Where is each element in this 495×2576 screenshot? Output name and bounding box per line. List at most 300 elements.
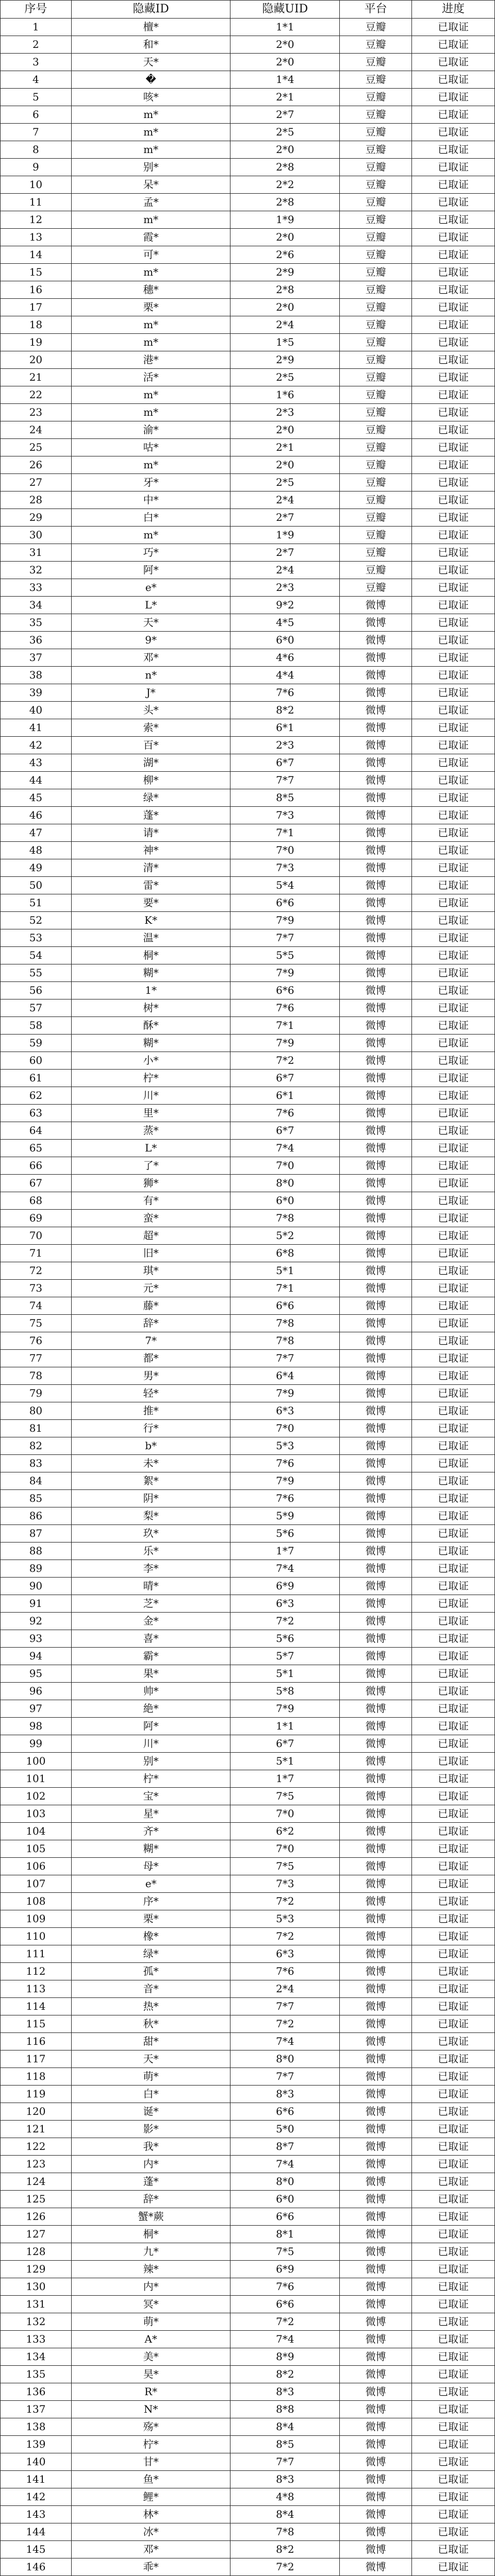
- cell-hidden-id: 蟹*蕨: [71, 2208, 230, 2226]
- cell-hidden-uid: 7*6: [230, 2278, 340, 2296]
- cell-hidden-id: 宝*: [71, 1788, 230, 1805]
- cell-platform: 豆瓣: [340, 281, 412, 299]
- cell-serial-no: 68: [1, 1192, 72, 1210]
- cell-serial-no: 63: [1, 1105, 72, 1122]
- cell-platform: 豆瓣: [340, 159, 412, 176]
- cell-hidden-uid: 7*4: [230, 1560, 340, 1578]
- cell-hidden-id: 絮*: [71, 1472, 230, 1490]
- table-row: [1, 281, 495, 299]
- cell-platform: 豆瓣: [340, 141, 412, 159]
- cell-serial-no: 101: [1, 1770, 72, 1788]
- cell-progress: 已取证: [412, 2226, 495, 2243]
- table-row: [1, 527, 495, 544]
- table-row: [1, 229, 495, 246]
- cell-platform: 豆瓣: [340, 544, 412, 562]
- table-row: [1, 54, 495, 71]
- cell-progress: 已取证: [412, 2471, 495, 2488]
- table-row: [1, 1595, 495, 1613]
- cell-platform: 微博: [340, 2121, 412, 2138]
- cell-hidden-id: 孤*: [71, 1963, 230, 1980]
- cell-platform: 豆瓣: [340, 124, 412, 141]
- cell-hidden-id: m*: [71, 264, 230, 281]
- cell-platform: 微博: [340, 702, 412, 719]
- cell-progress: 已取证: [412, 2156, 495, 2173]
- cell-hidden-uid: 7*0: [230, 1840, 340, 1858]
- cell-hidden-id: 行*: [71, 1420, 230, 1437]
- cell-hidden-id: m*: [71, 334, 230, 351]
- cell-serial-no: 33: [1, 579, 72, 597]
- cell-progress: 已取证: [412, 176, 495, 194]
- cell-hidden-id: 冰*: [71, 2523, 230, 2541]
- cell-platform: 微博: [340, 2558, 412, 2576]
- cell-progress: 已取证: [412, 1875, 495, 1893]
- table-row: [1, 1700, 495, 1718]
- cell-serial-no: 103: [1, 1805, 72, 1823]
- table-row: [1, 842, 495, 859]
- cell-hidden-uid: 7*1: [230, 1280, 340, 1297]
- cell-progress: 已取证: [412, 684, 495, 702]
- header-hidden-id: 隐藏ID: [71, 1, 230, 19]
- table-row: [1, 2208, 495, 2226]
- cell-platform: 微博: [340, 597, 412, 614]
- cell-progress: 已取证: [412, 982, 495, 999]
- cell-platform: 微博: [340, 1945, 412, 1963]
- cell-serial-no: 29: [1, 509, 72, 527]
- table-row: [1, 929, 495, 947]
- cell-hidden-uid: 6*6: [230, 2103, 340, 2121]
- cell-hidden-uid: 7*0: [230, 1420, 340, 1437]
- cell-hidden-id: 邓*: [71, 2541, 230, 2558]
- cell-platform: 微博: [340, 1910, 412, 1928]
- cell-hidden-id: 冥*: [71, 2296, 230, 2313]
- cell-serial-no: 26: [1, 456, 72, 474]
- table-row: [1, 404, 495, 421]
- cell-platform: 豆瓣: [340, 334, 412, 351]
- cell-serial-no: 80: [1, 1402, 72, 1420]
- cell-progress: 已取证: [412, 1315, 495, 1332]
- cell-progress: 已取证: [412, 1210, 495, 1227]
- cell-platform: 微博: [340, 2383, 412, 2401]
- cell-hidden-id: N*: [71, 2401, 230, 2418]
- cell-serial-no: 3: [1, 54, 72, 71]
- table-row: [1, 1297, 495, 1315]
- cell-hidden-uid: 6*3: [230, 1402, 340, 1420]
- cell-platform: 豆瓣: [340, 456, 412, 474]
- cell-platform: 微博: [340, 1560, 412, 1578]
- cell-progress: 已取证: [412, 2506, 495, 2523]
- cell-hidden-uid: 7*7: [230, 2068, 340, 2086]
- cell-platform: 微博: [340, 1367, 412, 1385]
- cell-serial-no: 16: [1, 281, 72, 299]
- cell-hidden-id: 糊*: [71, 964, 230, 982]
- cell-platform: 微博: [340, 1718, 412, 1735]
- table-row: [1, 597, 495, 614]
- cell-hidden-id: 超*: [71, 1227, 230, 1245]
- cell-hidden-uid: 1*1: [230, 1718, 340, 1735]
- cell-hidden-uid: 7*7: [230, 929, 340, 947]
- cell-progress: 已取证: [412, 281, 495, 299]
- cell-progress: 已取证: [412, 1928, 495, 1945]
- cell-hidden-uid: 7*5: [230, 1858, 340, 1875]
- table-row: [1, 632, 495, 649]
- cell-serial-no: 141: [1, 2471, 72, 2488]
- cell-progress: 已取证: [412, 1788, 495, 1805]
- cell-platform: 微博: [340, 2208, 412, 2226]
- cell-progress: 已取证: [412, 1893, 495, 1910]
- cell-hidden-id: 元*: [71, 1280, 230, 1297]
- table-row: [1, 964, 495, 982]
- cell-progress: 已取证: [412, 1648, 495, 1665]
- cell-platform: 微博: [340, 1105, 412, 1122]
- cell-hidden-uid: 7*9: [230, 912, 340, 929]
- cell-progress: 已取证: [412, 527, 495, 544]
- cell-hidden-uid: 4*6: [230, 649, 340, 667]
- cell-serial-no: 90: [1, 1578, 72, 1595]
- cell-hidden-id: 林*: [71, 2506, 230, 2523]
- cell-hidden-id: 梨*: [71, 1507, 230, 1525]
- cell-serial-no: 87: [1, 1525, 72, 1543]
- cell-progress: 已取证: [412, 772, 495, 789]
- cell-platform: 微博: [340, 1385, 412, 1402]
- cell-platform: 微博: [340, 1455, 412, 1472]
- cell-platform: 微博: [340, 1770, 412, 1788]
- cell-progress: 已取证: [412, 649, 495, 667]
- table-row: [1, 2191, 495, 2208]
- table-row: [1, 316, 495, 334]
- cell-platform: 豆瓣: [340, 176, 412, 194]
- cell-hidden-uid: 7*4: [230, 2331, 340, 2348]
- cell-serial-no: 137: [1, 2401, 72, 2418]
- cell-serial-no: 45: [1, 789, 72, 807]
- cell-hidden-uid: 8*4: [230, 2418, 340, 2436]
- cell-progress: 已取证: [412, 106, 495, 124]
- cell-hidden-id: 百*: [71, 737, 230, 754]
- cell-hidden-uid: 6*6: [230, 982, 340, 999]
- cell-progress: 已取证: [412, 194, 495, 211]
- cell-serial-no: 41: [1, 719, 72, 737]
- cell-hidden-uid: 7*7: [230, 772, 340, 789]
- cell-platform: 微博: [340, 2173, 412, 2191]
- cell-serial-no: 49: [1, 859, 72, 877]
- cell-hidden-uid: 1*6: [230, 386, 340, 404]
- cell-progress: 已取证: [412, 1858, 495, 1875]
- cell-serial-no: 115: [1, 2015, 72, 2033]
- cell-hidden-uid: 2*1: [230, 439, 340, 456]
- cell-hidden-uid: 5*6: [230, 1525, 340, 1543]
- cell-progress: 已取证: [412, 632, 495, 649]
- cell-platform: 微博: [340, 999, 412, 1017]
- cell-hidden-uid: 7*2: [230, 1893, 340, 1910]
- cell-serial-no: 88: [1, 1543, 72, 1560]
- cell-progress: 已取证: [412, 1910, 495, 1928]
- cell-platform: 微博: [340, 1210, 412, 1227]
- cell-serial-no: 140: [1, 2453, 72, 2471]
- cell-platform: 微博: [340, 1157, 412, 1175]
- cell-platform: 微博: [340, 1507, 412, 1525]
- cell-platform: 微博: [340, 737, 412, 754]
- table-row: [1, 1175, 495, 1192]
- cell-hidden-uid: 7*9: [230, 1472, 340, 1490]
- table-row: [1, 1928, 495, 1945]
- cell-hidden-id: m*: [71, 316, 230, 334]
- table-row: [1, 2068, 495, 2086]
- cell-hidden-id: 柳*: [71, 772, 230, 789]
- cell-hidden-id: 天*: [71, 54, 230, 71]
- cell-serial-no: 48: [1, 842, 72, 859]
- cell-serial-no: 22: [1, 386, 72, 404]
- cell-hidden-uid: 5*2: [230, 1227, 340, 1245]
- cell-platform: 微博: [340, 1315, 412, 1332]
- cell-serial-no: 36: [1, 632, 72, 649]
- cell-hidden-uid: 6*7: [230, 754, 340, 772]
- cell-hidden-uid: 7*4: [230, 1140, 340, 1157]
- cell-hidden-uid: 6*6: [230, 2296, 340, 2313]
- cell-progress: 已取证: [412, 439, 495, 456]
- cell-serial-no: 102: [1, 1788, 72, 1805]
- cell-hidden-id: 白*: [71, 509, 230, 527]
- cell-progress: 已取证: [412, 1578, 495, 1595]
- cell-serial-no: 15: [1, 264, 72, 281]
- cell-hidden-uid: 2*8: [230, 159, 340, 176]
- cell-hidden-id: 糊*: [71, 1035, 230, 1052]
- cell-platform: 微博: [340, 632, 412, 649]
- cell-hidden-id: 1*: [71, 982, 230, 999]
- cell-serial-no: 12: [1, 211, 72, 229]
- cell-serial-no: 77: [1, 1350, 72, 1367]
- cell-serial-no: 92: [1, 1613, 72, 1630]
- cell-progress: 已取证: [412, 877, 495, 894]
- cell-serial-no: 60: [1, 1052, 72, 1070]
- table-row: [1, 159, 495, 176]
- table-row: [1, 1140, 495, 1157]
- cell-hidden-id: 蓬*: [71, 807, 230, 824]
- cell-progress: 已取证: [412, 2331, 495, 2348]
- table-row: [1, 1718, 495, 1735]
- cell-hidden-uid: 1*9: [230, 211, 340, 229]
- table-row: [1, 2015, 495, 2033]
- cell-serial-no: 131: [1, 2296, 72, 2313]
- cell-hidden-uid: 8*2: [230, 702, 340, 719]
- table-row: [1, 1980, 495, 1998]
- cell-hidden-uid: 7*2: [230, 2313, 340, 2331]
- cell-hidden-uid: 7*1: [230, 824, 340, 842]
- cell-hidden-id: 玖*: [71, 1525, 230, 1543]
- cell-serial-no: 132: [1, 2313, 72, 2331]
- cell-progress: 已取证: [412, 36, 495, 54]
- cell-platform: 微博: [340, 1893, 412, 1910]
- cell-serial-no: 120: [1, 2103, 72, 2121]
- cell-hidden-id: 蓬*: [71, 2173, 230, 2191]
- cell-serial-no: 31: [1, 544, 72, 562]
- cell-progress: 已取证: [412, 1175, 495, 1192]
- cell-hidden-id: 港*: [71, 351, 230, 369]
- cell-platform: 豆瓣: [340, 562, 412, 579]
- cell-platform: 微博: [340, 1805, 412, 1823]
- cell-hidden-id: 川*: [71, 1735, 230, 1753]
- cell-hidden-id: e*: [71, 579, 230, 597]
- table-row: [1, 264, 495, 281]
- cell-hidden-uid: 7*8: [230, 1210, 340, 1227]
- table-row: [1, 1753, 495, 1770]
- cell-progress: 已取证: [412, 2050, 495, 2068]
- table-row: [1, 2086, 495, 2103]
- table-row: [1, 614, 495, 632]
- cell-hidden-uid: 2*7: [230, 106, 340, 124]
- cell-progress: 已取证: [412, 789, 495, 807]
- table-row: [1, 351, 495, 369]
- cell-serial-no: 1: [1, 19, 72, 36]
- cell-serial-no: 86: [1, 1507, 72, 1525]
- table-row: [1, 1087, 495, 1105]
- cell-hidden-id: 有*: [71, 1192, 230, 1210]
- cell-hidden-uid: 2*1: [230, 89, 340, 106]
- cell-hidden-id: m*: [71, 527, 230, 544]
- cell-hidden-id: 殇*: [71, 2418, 230, 2436]
- cell-hidden-id: 柠*: [71, 1070, 230, 1087]
- cell-progress: 已取证: [412, 1718, 495, 1735]
- cell-progress: 已取证: [412, 597, 495, 614]
- cell-hidden-uid: 7*9: [230, 1385, 340, 1402]
- cell-platform: 微博: [340, 1140, 412, 1157]
- cell-hidden-uid: 4*4: [230, 667, 340, 684]
- cell-platform: 微博: [340, 1175, 412, 1192]
- cell-platform: 微博: [340, 1245, 412, 1262]
- cell-platform: 微博: [340, 1613, 412, 1630]
- cell-hidden-uid: 7*8: [230, 1315, 340, 1332]
- cell-hidden-uid: 7*7: [230, 2453, 340, 2471]
- table-row: [1, 1893, 495, 1910]
- cell-hidden-uid: 2*8: [230, 281, 340, 299]
- cell-hidden-id: n*: [71, 667, 230, 684]
- cell-hidden-id: 绿*: [71, 789, 230, 807]
- cell-hidden-uid: 5*7: [230, 1648, 340, 1665]
- cell-serial-no: 146: [1, 2558, 72, 2576]
- table-row: [1, 1315, 495, 1332]
- table-row: [1, 1437, 495, 1455]
- cell-hidden-uid: 2*7: [230, 544, 340, 562]
- cell-hidden-id: 美*: [71, 2348, 230, 2366]
- table-row: [1, 2541, 495, 2558]
- cell-progress: 已取证: [412, 1070, 495, 1087]
- table-row: [1, 877, 495, 894]
- cell-serial-no: 93: [1, 1630, 72, 1648]
- cell-platform: 微博: [340, 1735, 412, 1753]
- header-progress: 进度: [412, 1, 495, 19]
- cell-platform: 微博: [340, 1595, 412, 1613]
- table-row: [1, 2348, 495, 2366]
- cell-hidden-uid: 6*3: [230, 1595, 340, 1613]
- cell-serial-no: 70: [1, 1227, 72, 1245]
- cell-progress: 已取证: [412, 824, 495, 842]
- cell-progress: 已取证: [412, 1525, 495, 1543]
- cell-serial-no: 118: [1, 2068, 72, 2086]
- cell-serial-no: 55: [1, 964, 72, 982]
- cell-progress: 已取证: [412, 1665, 495, 1683]
- table-row: [1, 1945, 495, 1963]
- cell-hidden-uid: 6*6: [230, 894, 340, 912]
- cell-hidden-uid: 7*0: [230, 1805, 340, 1823]
- table-row: [1, 2261, 495, 2278]
- cell-progress: 已取证: [412, 1262, 495, 1280]
- table-row: [1, 19, 495, 36]
- table-row: [1, 509, 495, 527]
- cell-hidden-id: 星*: [71, 1805, 230, 1823]
- cell-platform: 微博: [340, 2191, 412, 2208]
- table-row: [1, 2313, 495, 2331]
- cell-hidden-uid: 7*9: [230, 964, 340, 982]
- cell-serial-no: 19: [1, 334, 72, 351]
- cell-hidden-uid: 6*0: [230, 2191, 340, 2208]
- cell-hidden-uid: 7*6: [230, 1455, 340, 1472]
- cell-hidden-id: 蛮*: [71, 1210, 230, 1227]
- cell-platform: 微博: [340, 1858, 412, 1875]
- cell-hidden-uid: 8*4: [230, 2506, 340, 2523]
- cell-platform: 微博: [340, 1543, 412, 1560]
- cell-hidden-uid: 8*2: [230, 2541, 340, 2558]
- table-row: [1, 1578, 495, 1595]
- cell-platform: 豆瓣: [340, 229, 412, 246]
- cell-progress: 已取证: [412, 807, 495, 824]
- cell-hidden-uid: 6*3: [230, 1945, 340, 1963]
- cell-hidden-id: 萌*: [71, 2068, 230, 2086]
- cell-hidden-uid: 7*2: [230, 1928, 340, 1945]
- cell-hidden-id: 阿*: [71, 562, 230, 579]
- cell-hidden-uid: 7*8: [230, 2523, 340, 2541]
- cell-hidden-uid: 2*3: [230, 404, 340, 421]
- cell-hidden-uid: 6*7: [230, 1735, 340, 1753]
- cell-hidden-uid: 7*0: [230, 842, 340, 859]
- cell-platform: 微博: [340, 1875, 412, 1893]
- cell-hidden-id: 晴*: [71, 1578, 230, 1595]
- table-row: [1, 1823, 495, 1840]
- table-row: [1, 2156, 495, 2173]
- cell-progress: 已取证: [412, 1490, 495, 1507]
- cell-serial-no: 121: [1, 2121, 72, 2138]
- cell-platform: 微博: [340, 649, 412, 667]
- cell-serial-no: 107: [1, 1875, 72, 1893]
- table-row: [1, 246, 495, 264]
- cell-platform: 微博: [340, 614, 412, 632]
- cell-hidden-id: �: [71, 71, 230, 89]
- cell-hidden-id: 头*: [71, 702, 230, 719]
- cell-serial-no: 123: [1, 2156, 72, 2173]
- cell-platform: 豆瓣: [340, 19, 412, 36]
- cell-serial-no: 84: [1, 1472, 72, 1490]
- cell-progress: 已取证: [412, 562, 495, 579]
- table-row: [1, 386, 495, 404]
- cell-platform: 微博: [340, 912, 412, 929]
- cell-hidden-id: 和*: [71, 36, 230, 54]
- table-row: [1, 492, 495, 509]
- cell-progress: 已取证: [412, 2401, 495, 2418]
- cell-platform: 豆瓣: [340, 71, 412, 89]
- cell-progress: 已取证: [412, 1332, 495, 1350]
- cell-serial-no: 99: [1, 1735, 72, 1753]
- cell-progress: 已取证: [412, 1613, 495, 1630]
- table-row: [1, 579, 495, 597]
- cell-hidden-uid: 6*0: [230, 632, 340, 649]
- cell-hidden-uid: 7*9: [230, 1700, 340, 1718]
- cell-serial-no: 32: [1, 562, 72, 579]
- cell-progress: 已取证: [412, 894, 495, 912]
- cell-hidden-uid: 7*7: [230, 1998, 340, 2015]
- cell-hidden-uid: 7*1: [230, 1017, 340, 1035]
- cell-progress: 已取证: [412, 369, 495, 386]
- cell-progress: 已取证: [412, 2453, 495, 2471]
- cell-platform: 豆瓣: [340, 54, 412, 71]
- cell-hidden-id: 母*: [71, 1858, 230, 1875]
- cell-serial-no: 53: [1, 929, 72, 947]
